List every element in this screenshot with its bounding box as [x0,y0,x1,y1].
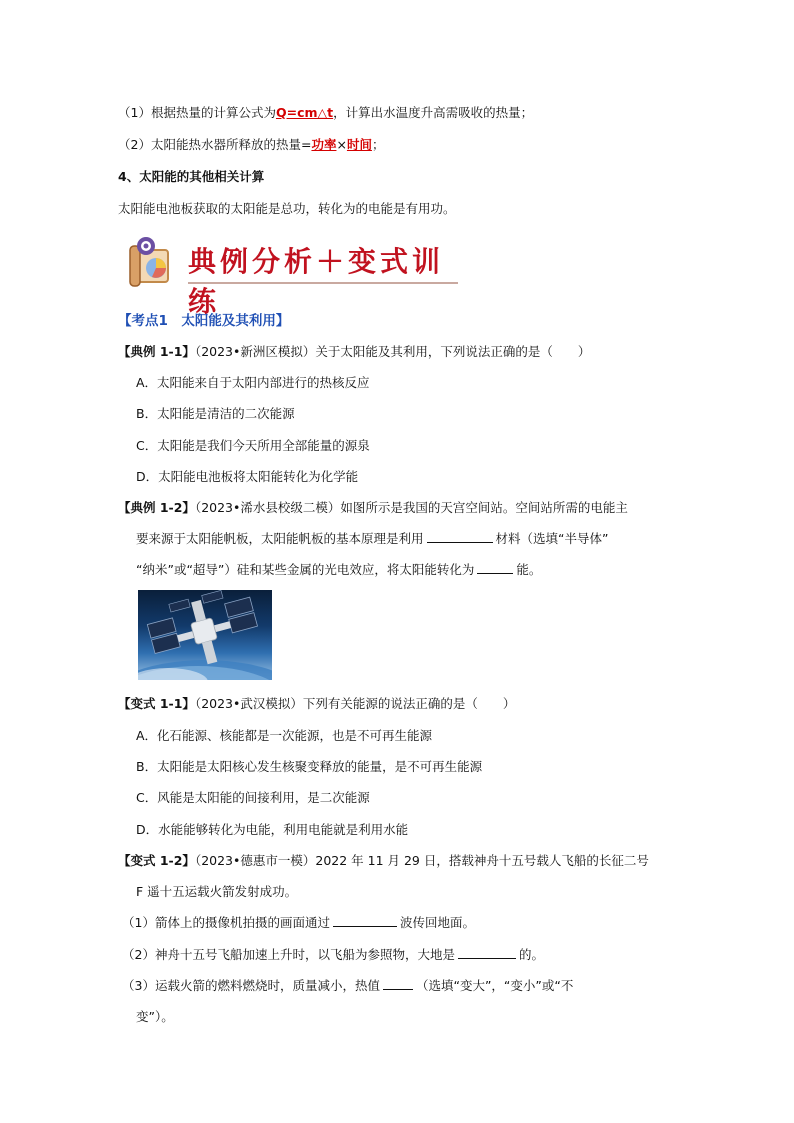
variant-1-1-option-d: D．水能能够转化为电能，利用电能就是利用水能 [136,822,409,837]
example-1-1-option-c: C．太阳能是我们今天所用全部能量的源泉 [136,438,370,453]
section-banner [128,236,468,318]
variant-1-2-q1-text-b: 波传回地面。 [399,915,475,930]
variant-1-2-question-3-line-2: 变”）。 [136,1009,174,1024]
formula-line-1 [118,104,533,122]
answer-blank[interactable] [383,977,413,990]
answer-blank[interactable] [333,914,397,927]
variant-1-2-stem-line-2: F 遥十五运载火箭发射成功。 [136,884,298,899]
answer-blank[interactable] [458,946,516,959]
variant-1-1-option-b: B．太阳能是太阳核心发生核聚变释放的能量，是不可再生能源 [136,759,483,774]
variant-1-2-q2-text-b: 的。 [518,947,544,962]
variant-1-2-question-1 [122,914,475,932]
answer-blank[interactable] [427,530,493,543]
variant-1-2-stem-line-1 [118,852,649,870]
variant-1-1-tag: 【变式 1-1】 [118,696,195,711]
example-1-2-stem-line-3 [136,561,541,579]
banner-title: 典例分析＋变式训练 [188,242,458,284]
example-1-2-stem-line-1 [118,499,628,517]
section-4-heading: 4、太阳能的其他相关计算 [118,169,265,184]
variant-1-2-question-2 [122,946,544,964]
example-1-2-text-3a: “纳米”或“超导”）硅和某些金属的光电效应，将太阳能转化为 [136,562,475,577]
example-1-2-text-2a: 要来源于太阳能帆板，太阳能帆板的基本原理是利用 [136,531,424,546]
variant-1-1-option-a: A．化石能源、核能都是一次能源，也是不可再生能源 [136,728,433,743]
formula-power: 功率 [311,137,337,152]
topic-title: 【考点1 太阳能及其利用】 [118,313,290,329]
variant-1-2-q3-text-b: （选填“变大”，“变小”或“不 [415,978,574,993]
variant-1-2-q1-text-a: （1）箭体上的摄像机拍摄的画面通过 [122,915,330,930]
example-1-2-stem-line-2 [136,530,608,548]
example-1-2-text-2b: 材料（选填“半导体” [495,531,609,546]
example-1-1-text: （2023•新洲区模拟）关于太阳能及其利用，下列说法正确的是（ ） [194,344,591,359]
formula-line-1-end: ，计算出水温度升高需吸收的热量； [333,105,534,120]
variant-1-2-tag: 【变式 1-2】 [118,853,195,868]
variant-1-1-text: （2023•武汉模拟）下列有关能源的说法正确的是（ ） [194,696,516,711]
formula-times: × [336,137,347,152]
variant-1-1-option-c: C．风能是太阳能的间接利用，是二次能源 [136,790,370,805]
variant-1-2-question-3 [122,977,573,995]
variant-1-2-q3-text-a: （3）运载火箭的燃料燃烧时，质量减小，热值 [122,978,380,993]
example-1-1-option-b: B．太阳能是清洁的二次能源 [136,406,295,421]
example-1-2-text-1: （2023•浠水县校级二模）如图所示是我国的天宫空间站。空间站所需的电能主 [194,500,628,515]
section-4-body: 太阳能电池板获取的太阳能是总功，转化为的电能是有用功。 [118,201,456,216]
variant-1-2-text-1: （2023•德惠市一模）2022 年 11 月 29 日，搭载神舟十五号载人飞船的长征二号 [194,853,649,868]
formula-q: Q=cm△t [275,105,334,120]
example-1-1-tag: 【典例 1-1】 [118,344,195,359]
example-1-2-tag: 【典例 1-2】 [118,500,195,515]
example-1-2-text-3b: 能。 [516,562,542,577]
formula-line-1-text: （1）根据热量的计算公式为 [118,105,276,120]
answer-blank[interactable] [477,561,513,574]
example-1-1-stem [118,343,590,361]
formula-time: 时间 [346,137,372,152]
space-station-image [138,590,272,680]
formula-line-2 [118,136,384,154]
variant-1-1-stem [118,695,515,713]
variant-1-2-q2-text-a: （2）神舟十五号飞船加速上升时，以飞船为参照物，大地是 [122,947,455,962]
space-station-illustration [138,590,272,680]
scroll-icon [128,236,188,288]
formula-line-2-text: （2）太阳能热水器所释放的热量= [118,137,312,152]
formula-line-2-end: ； [371,137,385,152]
example-1-1-option-a: A．太阳能来自于太阳内部进行的热核反应 [136,375,370,390]
example-1-1-option-d: D．太阳能电池板将太阳能转化为化学能 [136,469,359,484]
